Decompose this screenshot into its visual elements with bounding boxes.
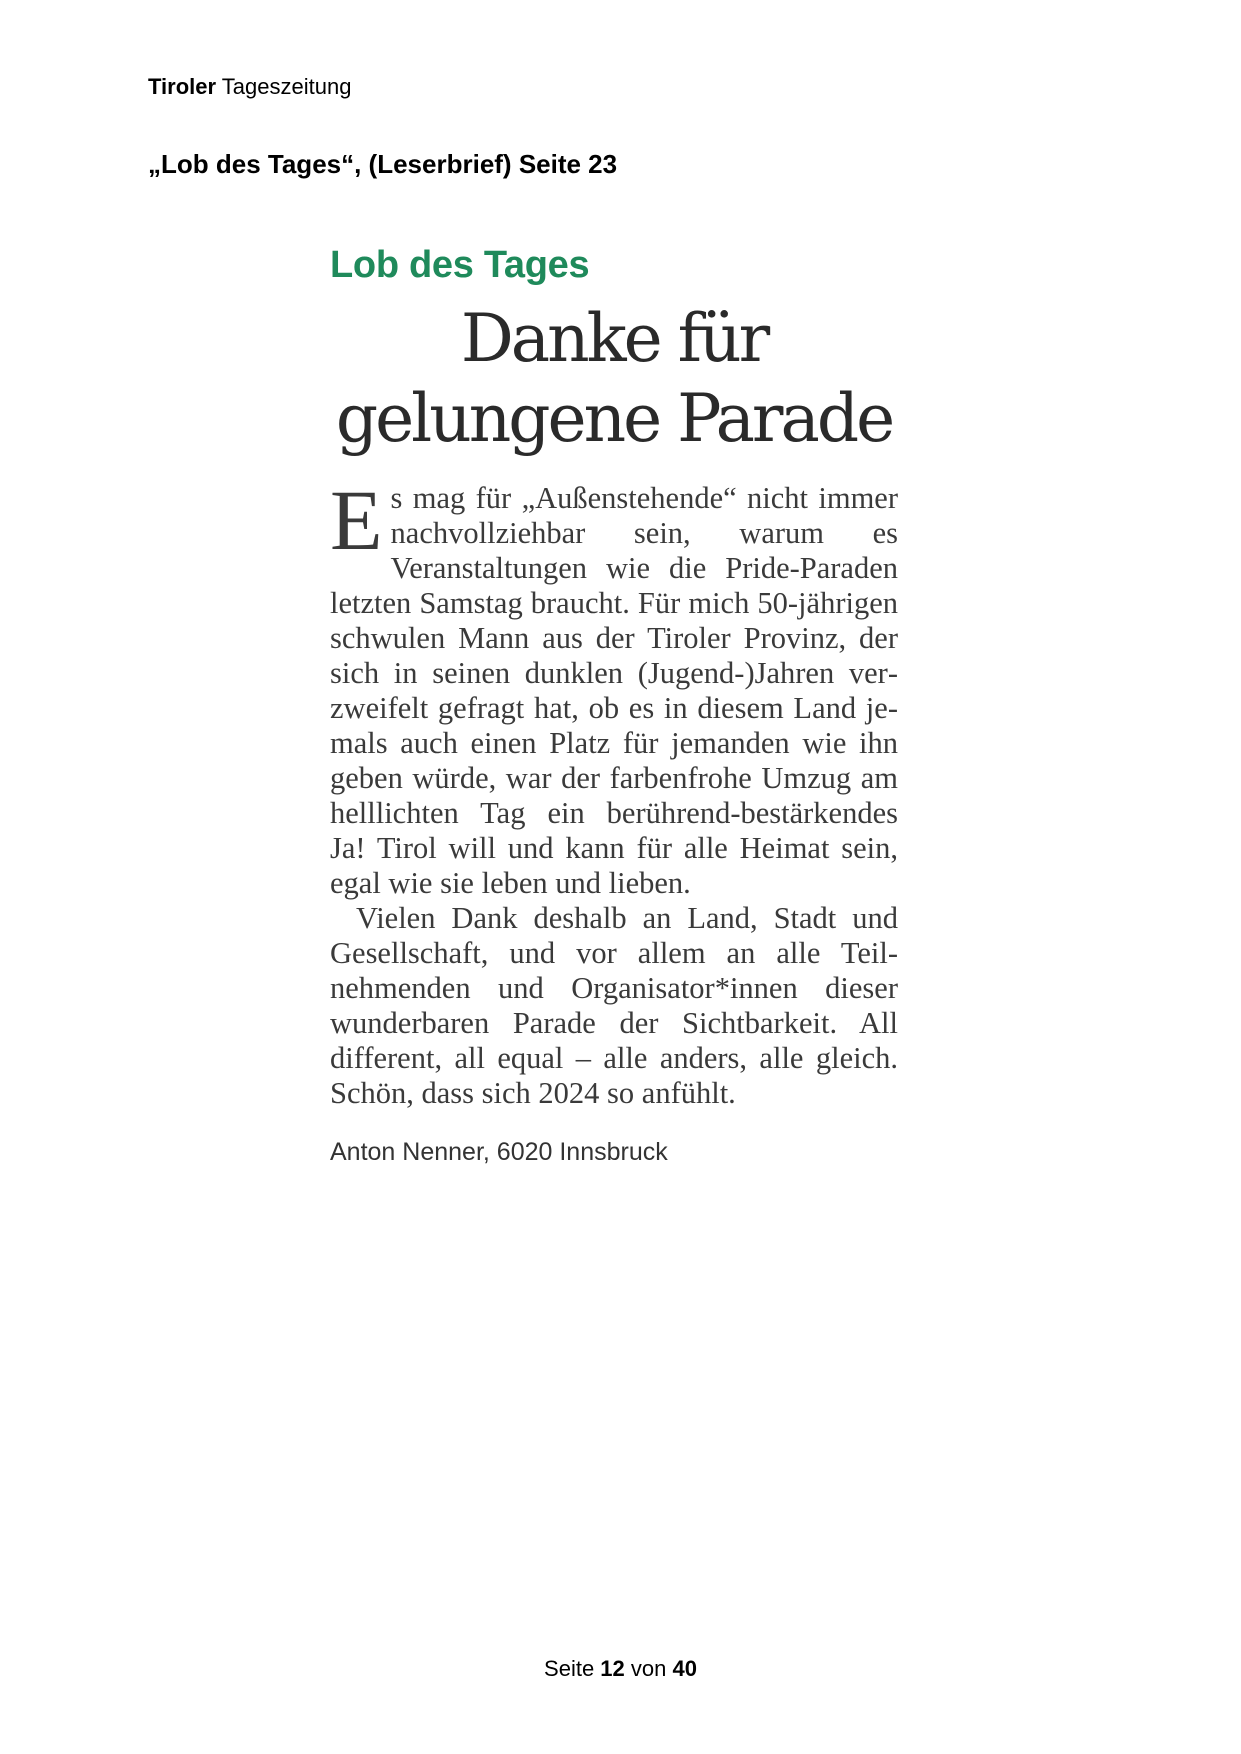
newspaper-clipping: [330, 243, 898, 1167]
publication-name: [148, 74, 351, 100]
publication-name-rest: Tageszeitung: [216, 74, 352, 99]
letter-signature: Anton Nenner, 6020 Innsbruck: [330, 1138, 668, 1166]
headline: [330, 299, 898, 459]
paragraph-1: [330, 472, 898, 901]
letter-body: [330, 472, 898, 1111]
paragraph-2: Vielen Dank deshalb an Land, Stadt und Gesellschaft, und vor allem an alle Teilnehmenden und Organisator*innen dieser wunderbaren Parade der Sichtbarkeit. All different, all equal – alle anders, alle gleich. Schön, dass sich 2024 so anfühlt.: [330, 901, 898, 1110]
headline-line-1: Danke für: [460, 300, 768, 377]
drop-cap: E: [330, 472, 383, 568]
paragraph-1-text: s mag für „Außenstehende“ nicht immer nachvollziehbar sein, warum es Veranstaltungen wie die Pride-Paraden letzten Samstag braucht. Für mich 50-jährigen schwulen Mann aus der Tiroler Provinz, der sich in seinen dunklen (Jugend-)Jahren verzweifelt gefragt hat, ob es in diesem Land jemals auch einen Platz für jemanden wie ihn geben würde, war der farbenfrohe Umzug am helllichten Tag ein berührend-bestärkendes Ja! Tirol will und kann für alle Heimat sein, egal wie sie leben und lieben.: [330, 481, 898, 900]
total-page-count: 40: [672, 1656, 697, 1681]
article-reference: „Lob des Tages“, (Leserbrief) Seite 23: [148, 149, 618, 179]
footer-separator: von: [624, 1656, 673, 1681]
section-kicker: Lob des Tages: [330, 244, 590, 286]
publication-name-bold: Tiroler: [148, 74, 217, 99]
page-footer: [0, 1656, 1241, 1682]
headline-line-2: gelungene Parade: [335, 380, 893, 457]
footer-prefix: Seite: [544, 1656, 601, 1681]
current-page-number: 12: [600, 1656, 625, 1681]
